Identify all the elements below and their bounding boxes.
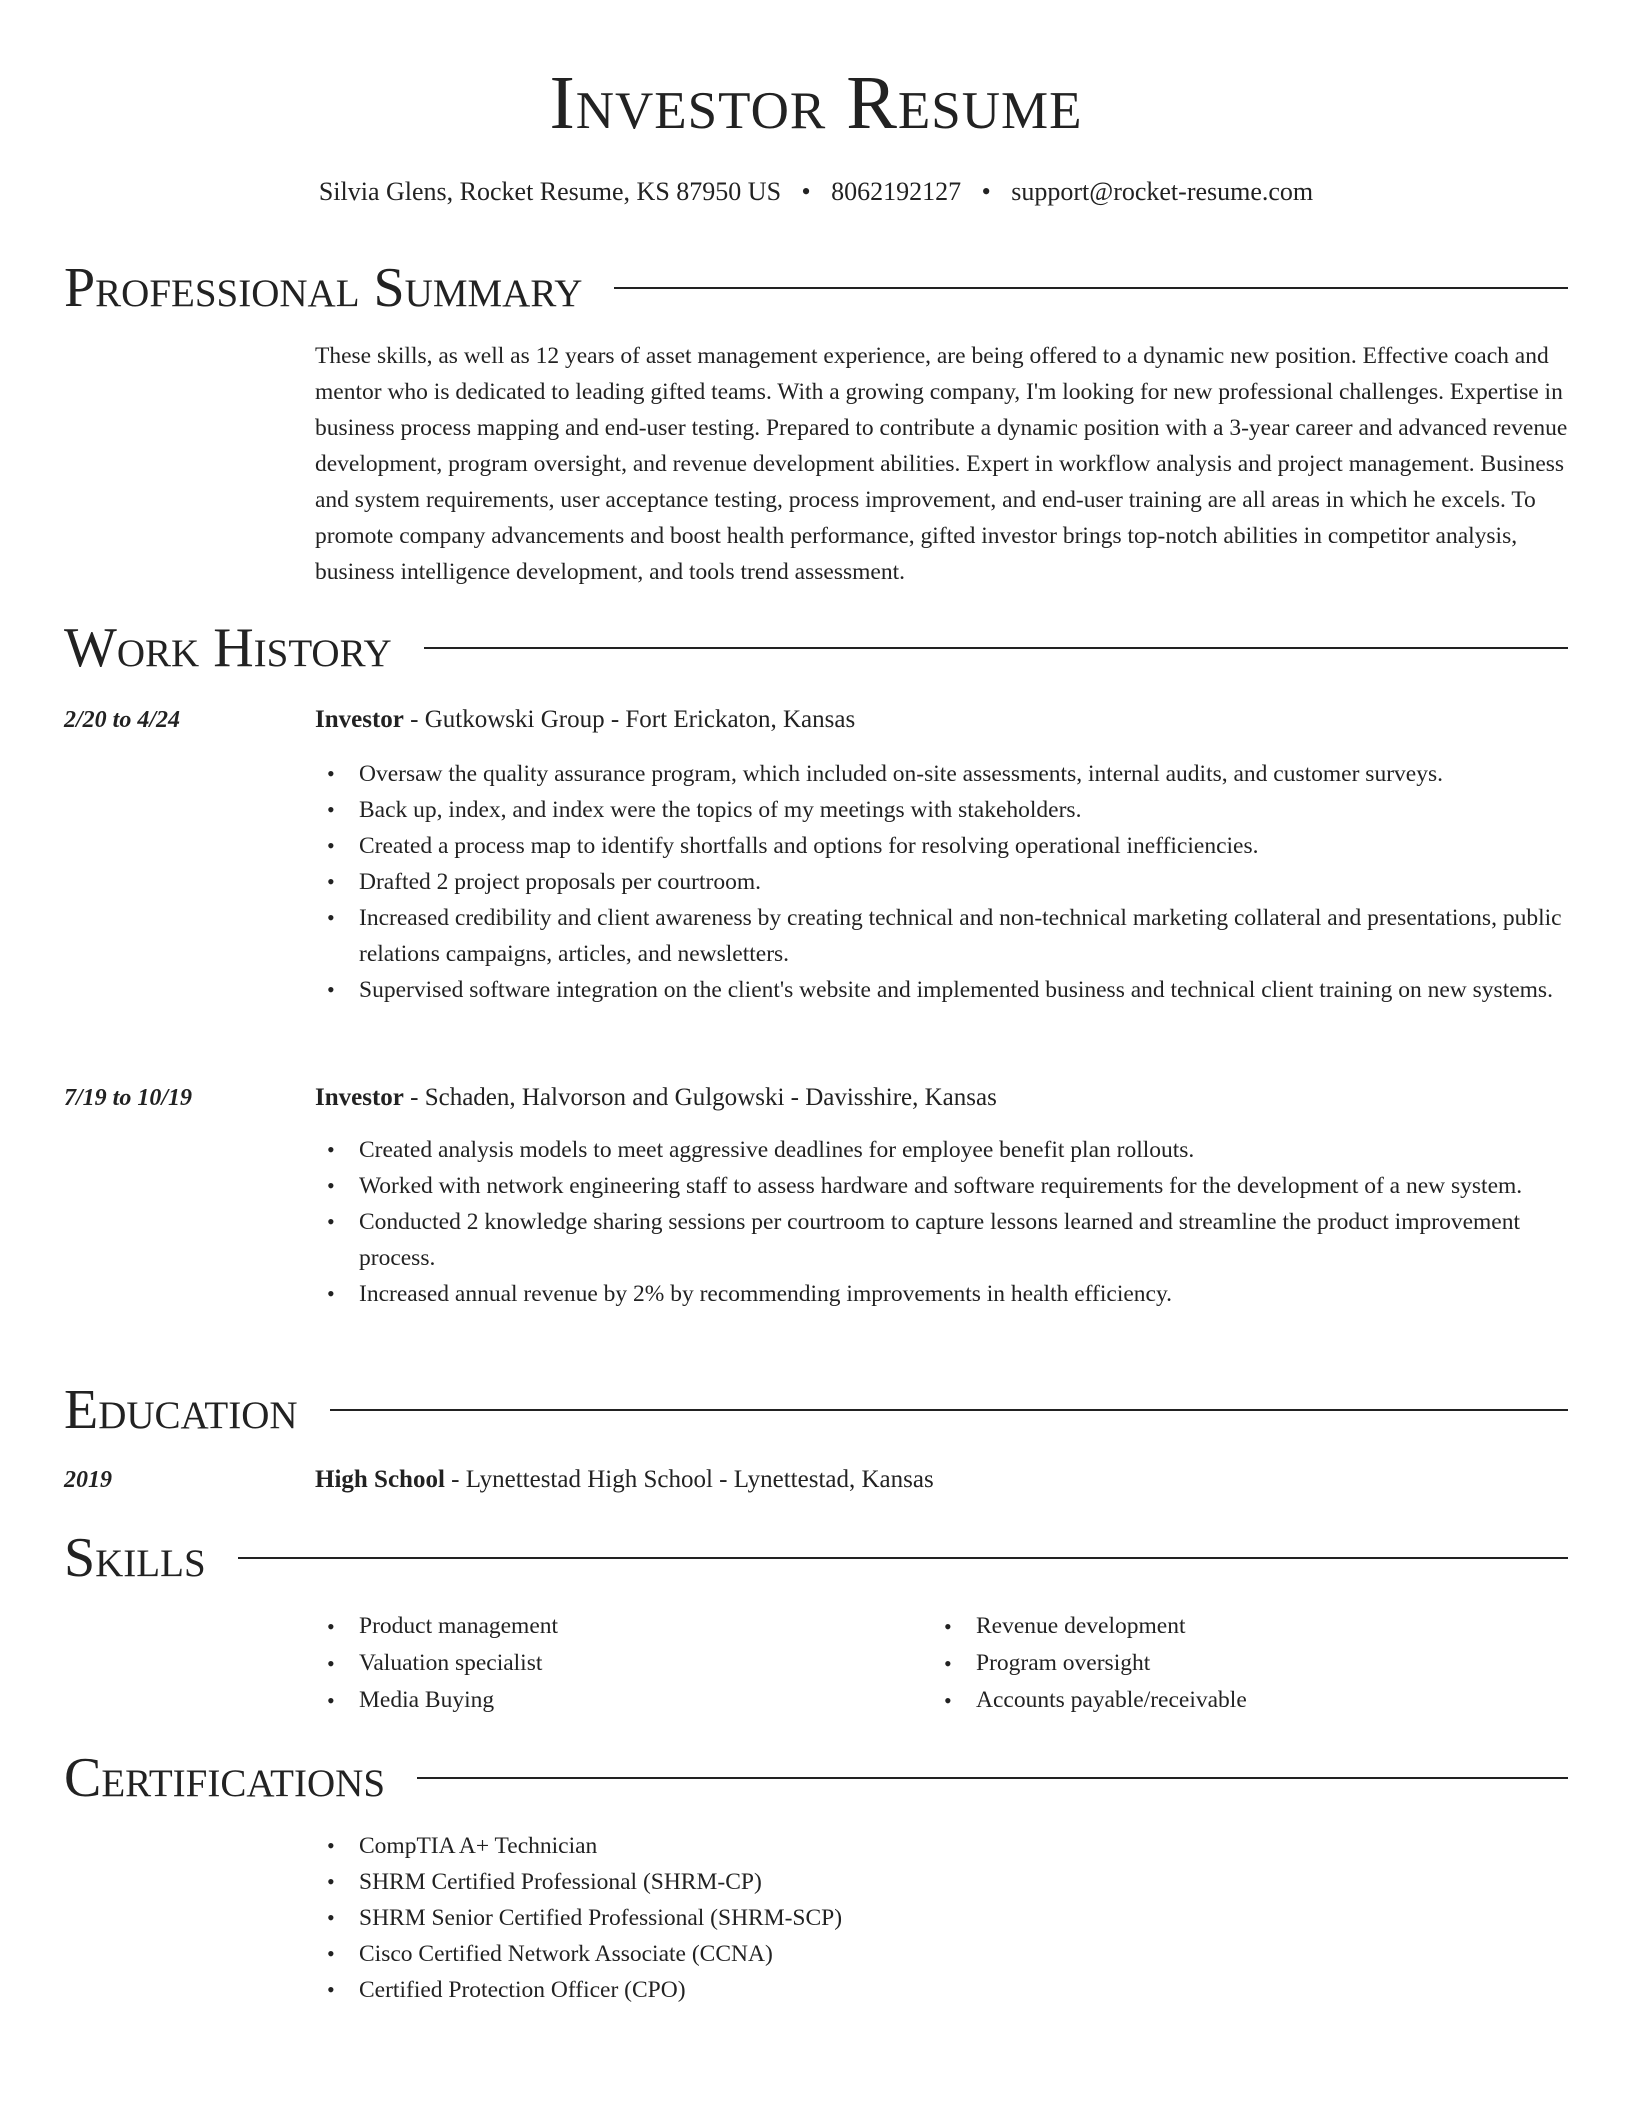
list-item: • Supervised software integration on the client's website and implemented business and technical client training on new systems. [315, 972, 1568, 1008]
job-details: - Schaden, Halvorson and Gulgowski - Davisshire, Kansas [403, 1084, 997, 1111]
list-item: • Increased annual revenue by 2% by recommending improvements in health efficiency. [315, 1276, 1568, 1312]
section-education [64, 1378, 1568, 1442]
education-year: 2019 [64, 1467, 112, 1493]
skills-list-right [932, 1608, 1552, 1719]
section-divider [330, 1409, 1568, 1411]
contact-phone: 8062192127 [831, 177, 962, 206]
job-header [315, 1080, 1568, 1116]
skill-item: • Accounts payable/receivable [932, 1682, 1552, 1719]
certification-item: • SHRM Senior Certified Professional (SHRM-SCP) [315, 1900, 1568, 1936]
contact-address: Silvia Glens, Rocket Resume, KS 87950 US [318, 177, 782, 206]
skill-item: • Media Buying [315, 1682, 915, 1719]
education-entry [315, 1462, 1568, 1498]
section-heading: Professional Summary [64, 257, 583, 319]
resume-title: Investor Resume [549, 61, 1083, 145]
section-divider [238, 1557, 1568, 1559]
certification-item: • SHRM Certified Professional (SHRM-CP) [315, 1864, 1568, 1900]
education-details: - Lynettestad High School - Lynettestad, Kansas [444, 1466, 934, 1493]
skills-list-left [315, 1608, 915, 1719]
skill-item: • Product management [315, 1608, 915, 1645]
certification-item: • CompTIA A+ Technician [315, 1828, 1568, 1864]
section-heading: Education [64, 1379, 298, 1441]
list-item: • Created a process map to identify shortfalls and options for resolving operational inefficiencies. [315, 828, 1568, 864]
job-title: Investor [315, 706, 404, 733]
skill-item: • Valuation specialist [315, 1645, 915, 1682]
section-skills [64, 1526, 1568, 1590]
contact-separator: • [981, 177, 991, 206]
list-item: • Increased credibility and client awareness by creating technical and non-technical marketing collateral and presentations, public relations campaigns, articles, and newsletters. [315, 900, 1568, 972]
list-item: • Worked with network engineering staff to assess hardware and software requirements for the development of a new system. [315, 1168, 1568, 1204]
contact-line [0, 174, 1632, 210]
list-item: • Oversaw the quality assurance program, which included on-site assessments, internal audits, and customer surveys. [315, 756, 1568, 792]
skill-item: • Program oversight [932, 1645, 1552, 1682]
certifications-list [315, 1828, 1568, 2008]
section-certifications [64, 1746, 1568, 1810]
certification-item: • Cisco Certified Network Associate (CCNA) [315, 1936, 1568, 1972]
job-bullets [315, 756, 1568, 1008]
job-dates: 7/19 to 10/19 [64, 1085, 193, 1111]
section-heading: Certifications [64, 1747, 386, 1809]
summary-text: These skills, as well as 12 years of asset management experience, are being offered to a dynamic new position. Effective coach and mentor who is dedicated to leading gifted teams. With a growing company, I'm looking for new professional challenges. Expertise in business process mapping and end-user testing. Prepared to contribute a dynamic position with a 3-year career and advanced revenue development, program oversight, and revenue development abilities. Expert in workflow analysis and project management. Business and system requirements, user acceptance testing, process improvement, and end-user training are all areas in which he excels. To promote company advancements and boost health performance, gifted investor brings top-notch abilities in competitor analysis, business intelligence development, and tools trend assessment. [315, 343, 1568, 585]
section-professional-summary [64, 256, 1568, 320]
list-item: • Created analysis models to meet aggressive deadlines for employee benefit plan rollouts. [315, 1132, 1568, 1168]
contact-separator: • [801, 177, 811, 206]
section-divider [424, 647, 1568, 649]
list-item: • Back up, index, and index were the topics of my meetings with stakeholders. [315, 792, 1568, 828]
job-header [315, 702, 1568, 738]
section-work-history [64, 616, 1568, 680]
certification-item: • Certified Protection Officer (CPO) [315, 1972, 1568, 2008]
job-details: - Gutkowski Group - Fort Erickaton, Kansas [403, 706, 856, 733]
contact-email[interactable]: support@rocket-resume.com [1011, 177, 1314, 206]
section-divider [614, 287, 1568, 289]
job-bullets [315, 1132, 1568, 1312]
list-item: • Drafted 2 project proposals per courtroom. [315, 864, 1568, 900]
skill-item: • Revenue development [932, 1608, 1552, 1645]
job-dates: 2/20 to 4/24 [64, 707, 181, 733]
section-divider [417, 1777, 1568, 1779]
job-title: Investor [315, 1084, 404, 1111]
education-degree: High School [315, 1466, 445, 1493]
section-heading: Work History [64, 617, 392, 679]
section-heading: Skills [64, 1527, 206, 1589]
list-item: • Conducted 2 knowledge sharing sessions per courtroom to capture lessons learned and streamline the product improvement process. [315, 1204, 1568, 1276]
